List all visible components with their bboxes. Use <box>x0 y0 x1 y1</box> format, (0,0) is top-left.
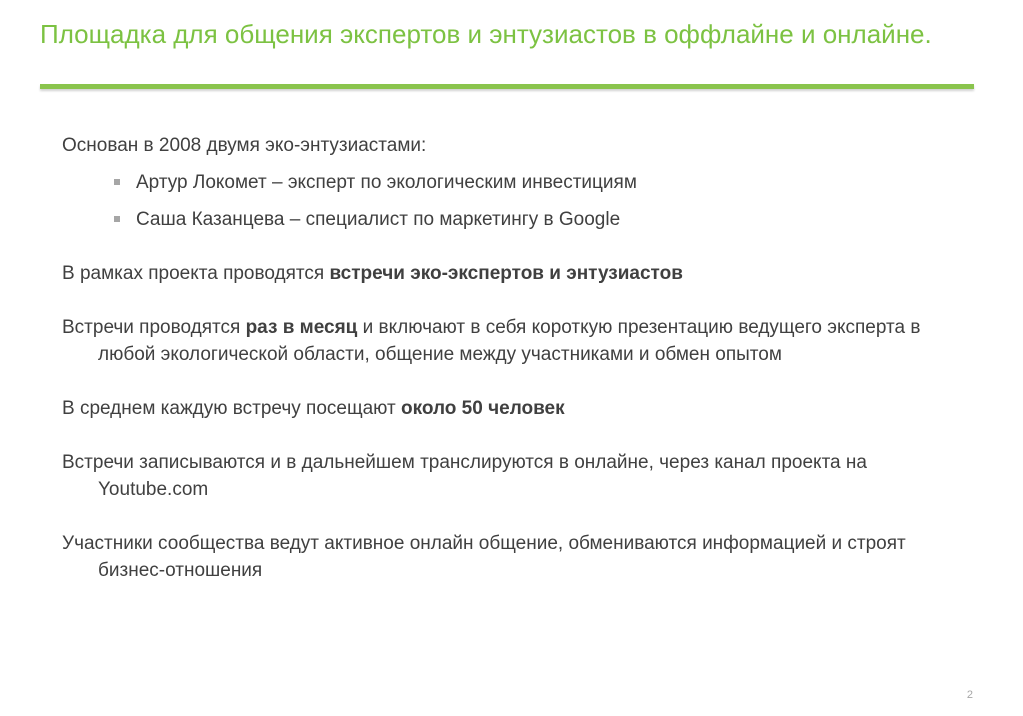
page-number: 2 <box>966 689 973 701</box>
list-item <box>62 169 962 196</box>
title-divider <box>40 84 974 89</box>
meetings-text: В рамках проекта проводятся <box>62 263 330 284</box>
frequency-paragraph <box>62 314 962 368</box>
frequency-text-after: и включают в себя короткую презентацию ведущего эксперта в любой экологической области, общение между участниками и обмен опытом <box>98 317 921 365</box>
meetings-paragraph <box>62 260 962 287</box>
founders-list <box>62 169 962 233</box>
recording-paragraph: Встречи записываются и в дальнейшем транслируются в онлайне, через канал проекта на Youtube.com <box>62 452 867 500</box>
attendance-highlight: около 50 человек <box>400 398 565 419</box>
founded-text: Основан в 2008 двумя эко-энтузиастами: <box>62 135 427 156</box>
frequency-highlight: раз в месяц <box>245 317 358 338</box>
attendance-text: В среднем каждую встречу посещают <box>62 398 401 419</box>
community-paragraph: Участники сообщества ведут активное онлайн общение, обмениваются информацией и строят бизнес-отношения <box>62 533 906 581</box>
square-bullet-icon <box>114 216 120 222</box>
list-item <box>62 206 962 233</box>
slide-content <box>62 132 962 584</box>
slide-title: Площадка для общения экспертов и энтузиастов в оффлайне и онлайне. <box>40 19 932 49</box>
attendance-paragraph <box>62 395 962 422</box>
meetings-highlight: встречи эко-экспертов и энтузиастов <box>329 263 683 284</box>
square-bullet-icon <box>114 179 120 185</box>
founder-text: Артур Локомет – эксперт по экологическим инвестициям <box>136 172 637 193</box>
frequency-text-before: Встречи проводятся <box>62 317 246 338</box>
founder-text: Саша Казанцева – специалист по маркетингу в Google <box>136 209 621 230</box>
